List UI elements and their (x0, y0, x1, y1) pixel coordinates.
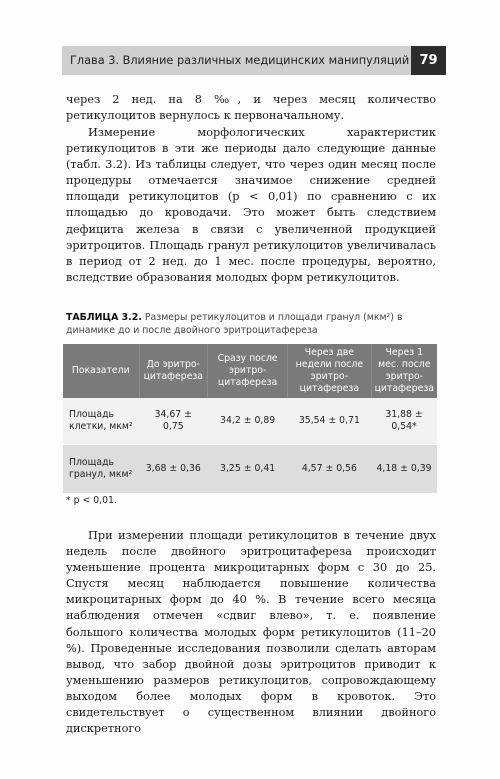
table-cell: Площадь клетки, мкм² (63, 398, 139, 445)
table-cell: 34,67 ± 0,75 (139, 398, 208, 445)
table-cell: 3,25 ± 0,41 (208, 445, 288, 494)
table-cell: 35,54 ± 0,71 (288, 398, 371, 445)
table-cell: 4,57 ± 0,56 (288, 445, 371, 494)
paragraph-2: Измерение морфологических характеристик ретикулоцитов в эти же периоды дало следующие данные (табл. 3.2). Из таблицы следует, что через один месяц после процедуры отмечается значимое снижение средней площади ретикулоцитов (p < 0,01) по сравнению с их площадью до кроводачи. Это может быть следствием дефицита железа в связи с увеличенной продукцией эритроцитов. Площадь гранул ретикулоцитов увеличивалась в период от 2 нед. до 1 мес. после процедуры, вероятно, вследствие образования молодых форм ретикулоцитов. (66, 126, 436, 284)
data-table (63, 344, 437, 493)
table-caption-label: ТАБЛИЦА 3.2. (66, 312, 142, 323)
paragraph-3: При измерении площади ретикулоцитов в течение двух недель после двойного эритроцитафереза происходит уменьшение процента микроцитарных форм с 30 до 25. Спустя месяц наблюдается повышение количества микроцитарных форм до 40 %. В течение всего месяца наблюдения отмечен «сдвиг влево», т. е. появление большого количества молодых форм ретикулоцитов (11–20 %). Проведенные исследования позволили сделать авторам вывод, что забор двойной дозы эритроцитов приводит к уменьшению размеров ретикулоцитов, сопровождающему выходом более молодых форм в кровоток. Это свидетельствует о существенном влиянии двойного дискретного (66, 529, 436, 736)
table-caption-text: Размеры ретикулоцитов и площади гранул (мкм²) в динамике до и после двойного эритроцитафереза (66, 312, 403, 336)
table-cell: 31,88 ± 0,54* (371, 398, 437, 445)
table-row (63, 398, 437, 445)
chapter-header (62, 46, 446, 75)
table-cell: 34,2 ± 0,89 (208, 398, 288, 445)
table-header-cell: До эритро-цитафереза (139, 344, 208, 398)
table-footnote: * p < 0,01. (66, 495, 117, 506)
table-header-cell: Через две недели после эритро-цитафереза (288, 344, 371, 398)
page-number: 79 (411, 46, 446, 75)
table-cell: 4,18 ± 0,39 (371, 445, 437, 494)
table-cell: 3,68 ± 0,36 (139, 445, 208, 494)
chapter-title: Глава 3. Влияние различных медицинских манипуляций (70, 54, 410, 67)
paragraph-1: через 2 нед. на 8 ‰, и через месяц количество ретикулоцитов вернулось к первоначальному. (66, 93, 436, 123)
table-header-cell: Сразу после эритро-цитафереза (208, 344, 288, 398)
table-cell: Площадь гранул, мкм² (63, 445, 139, 494)
table-header-cell: Через 1 мес. после эритро-цитафереза (371, 344, 437, 398)
table-header-row (63, 344, 437, 398)
table-row (63, 445, 437, 494)
table-header-cell: Показатели (63, 344, 139, 398)
table-caption (66, 312, 438, 337)
